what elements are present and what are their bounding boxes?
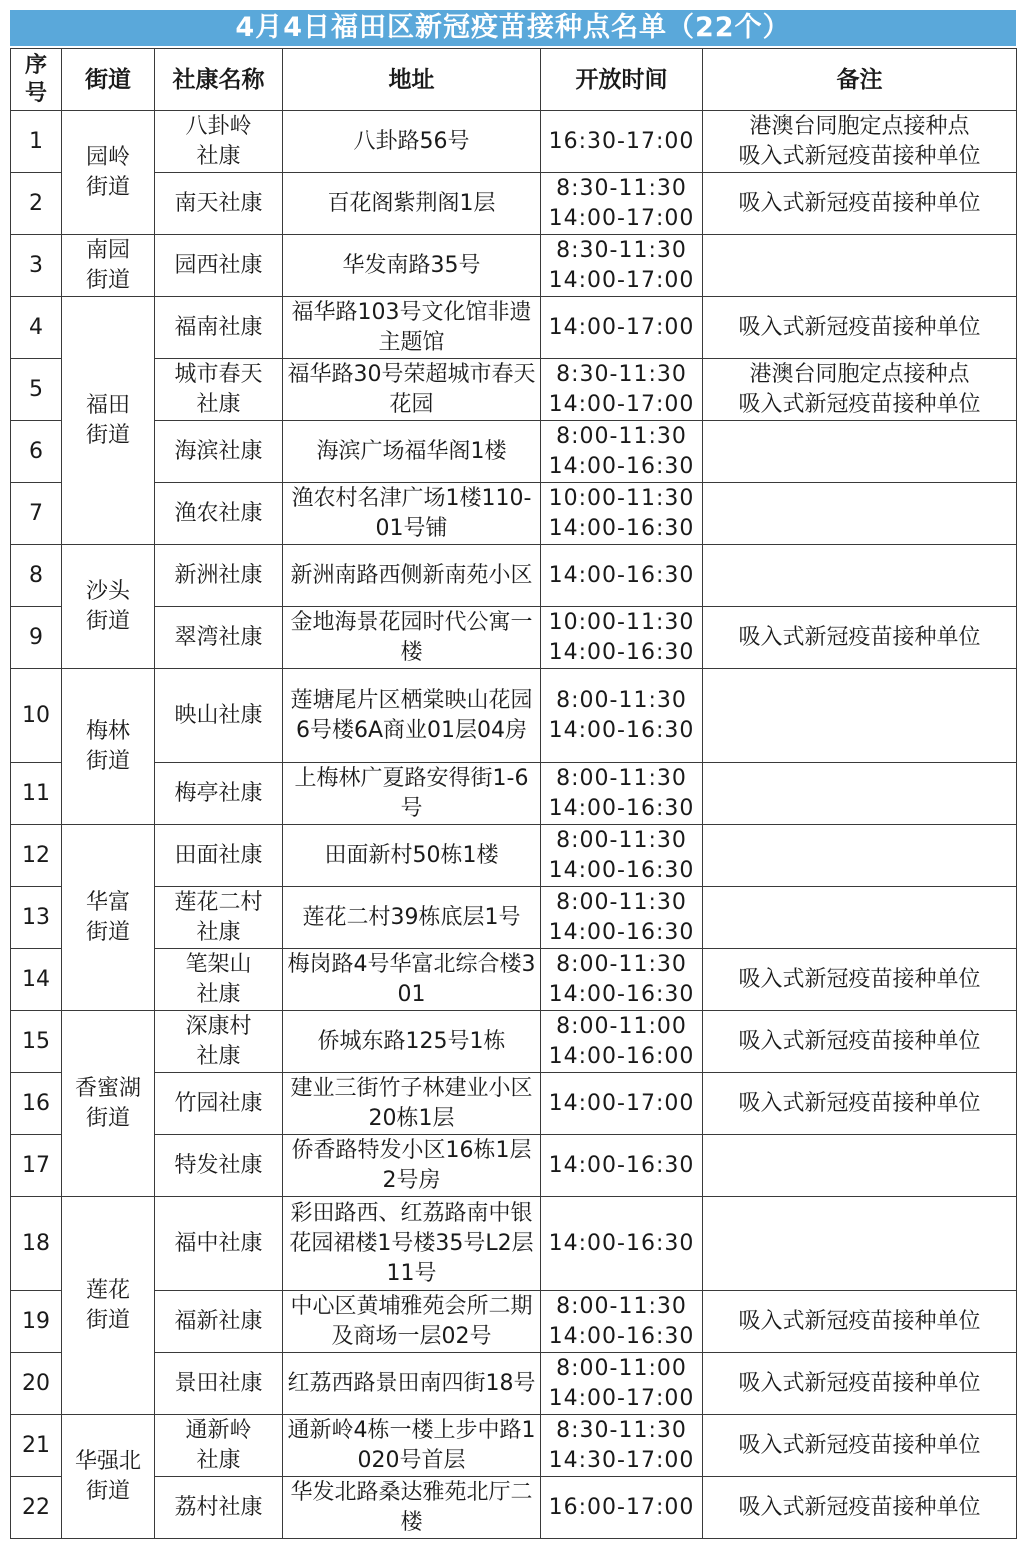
table-row [11,1415,1017,1477]
table-row [11,1073,1017,1135]
hours-line: 8:00-11:30 [556,827,687,853]
address-cell [283,1415,541,1477]
hours-cell [541,1073,703,1135]
address-cell [283,607,541,669]
hours-line: 14:00-17:00 [548,314,695,340]
clinic-cell [155,763,283,825]
clinic-name-line: 社康 [196,919,241,945]
note-cell [703,1477,1017,1539]
address-text: 渔农村名津广场1楼110-01号铺 [291,485,532,541]
clinic-name-line: 社康 [196,1447,241,1473]
address-text: 侨香路特发小区16栋1层2号房 [291,1137,532,1193]
clinic-cell [155,359,283,421]
clinic-name-line: 竹园社康 [174,1090,263,1116]
hours-cell [541,235,703,297]
note-cell [703,545,1017,607]
note-cell [703,1415,1017,1477]
clinic-name-line: 福新社康 [174,1308,263,1334]
street-name-line: 街道 [85,267,130,293]
table-row [11,173,1017,235]
address-text: 田面新村50栋1楼 [324,842,499,868]
seq-cell: 14 [11,949,62,1011]
vaccination-sites-table [10,48,1017,1539]
address-text: 莲花二村39栋底层1号 [302,904,521,930]
hours-line: 14:00-16:30 [548,562,695,588]
note-line: 吸入式新冠疫苗接种单位 [738,1090,981,1116]
header-address: 地址 [283,49,541,111]
address-cell [283,1197,541,1291]
hours-line: 14:00-16:30 [548,1230,695,1256]
clinic-name-line: 翠湾社康 [174,624,263,650]
hours-cell [541,545,703,607]
address-cell [283,173,541,235]
street-cell [62,1011,155,1197]
clinic-cell [155,887,283,949]
address-text: 梅岗路4号华富北综合楼301 [287,951,536,1007]
seq-cell: 2 [11,173,62,235]
table-row [11,483,1017,545]
street-cell [62,1197,155,1415]
street-name-line: 福田 [85,392,130,418]
address-text: 福华路103号文化馆非遗主题馆 [291,299,532,355]
seq-cell: 20 [11,1353,62,1415]
hours-line: 14:00-17:00 [548,205,695,231]
clinic-cell [155,825,283,887]
street-name-line: 街道 [85,1307,130,1333]
hours-cell [541,1353,703,1415]
note-cell [703,949,1017,1011]
table-row [11,825,1017,887]
seq-cell: 4 [11,297,62,359]
seq-cell: 15 [11,1011,62,1073]
note-cell [703,1197,1017,1291]
address-cell [283,297,541,359]
table-row [11,1353,1017,1415]
table-body [11,111,1017,1539]
clinic-cell [155,607,283,669]
street-name-line: 街道 [85,919,130,945]
hours-line: 8:00-11:30 [556,687,687,713]
note-cell [703,235,1017,297]
address-text: 海滨广场福华阁1楼 [316,438,507,464]
hours-line: 8:30-11:30 [556,237,687,263]
clinic-name-line: 社康 [196,143,241,169]
note-line: 吸入式新冠疫苗接种单位 [738,391,981,417]
address-text: 金地海景花园时代公寓一楼 [290,609,533,665]
hours-cell [541,1477,703,1539]
hours-line: 8:00-11:30 [556,765,687,791]
street-name-line: 街道 [85,608,130,634]
clinic-name-line: 特发社康 [174,1152,263,1178]
address-text: 侨城东路125号1栋 [317,1028,506,1054]
clinic-name-line: 莲花二村 [174,889,263,915]
hours-cell [541,887,703,949]
note-cell [703,297,1017,359]
street-name-line: 沙头 [85,578,130,604]
note-cell [703,669,1017,763]
clinic-name-line: 八卦岭 [185,113,252,139]
hours-cell [541,173,703,235]
street-cell [62,111,155,235]
street-name-line: 香蜜湖 [74,1075,141,1101]
address-text: 新洲南路西侧新南苑小区 [290,562,533,588]
address-cell [283,111,541,173]
street-name-line: 街道 [85,748,130,774]
note-cell [703,359,1017,421]
hours-line: 14:00-16:30 [548,981,695,1007]
hours-line: 8:00-11:00 [556,1355,687,1381]
note-line: 吸入式新冠疫苗接种单位 [738,966,981,992]
street-name-line: 街道 [85,1478,130,1504]
clinic-cell [155,949,283,1011]
hours-cell [541,359,703,421]
clinic-name-line: 福中社康 [174,1230,263,1256]
note-cell [703,1135,1017,1197]
table-row [11,297,1017,359]
street-name-line: 园岭 [85,144,130,170]
street-cell [62,545,155,669]
header-note: 备注 [703,49,1017,111]
header-clinic: 社康名称 [155,49,283,111]
table-row [11,1291,1017,1353]
note-line: 吸入式新冠疫苗接种单位 [738,143,981,169]
note-cell [703,1011,1017,1073]
address-cell [283,545,541,607]
address-cell [283,1477,541,1539]
address-cell [283,421,541,483]
header-seq [11,49,62,111]
address-cell [283,235,541,297]
seq-cell: 13 [11,887,62,949]
seq-cell: 3 [11,235,62,297]
table-row [11,421,1017,483]
hours-line: 14:00-16:30 [548,795,695,821]
hours-cell [541,297,703,359]
hours-line: 16:30-17:00 [548,128,695,154]
hours-cell [541,1011,703,1073]
hours-cell [541,825,703,887]
seq-cell: 11 [11,763,62,825]
hours-line: 14:00-16:30 [548,1323,695,1349]
street-name-line: 南园 [85,237,130,263]
hours-cell [541,421,703,483]
hours-line: 14:00-16:30 [548,919,695,945]
street-name-line: 华强北 [74,1448,141,1474]
seq-cell: 22 [11,1477,62,1539]
clinic-cell [155,1197,283,1291]
clinic-name-line: 社康 [196,391,241,417]
table-row [11,669,1017,763]
hours-line: 14:00-16:30 [548,717,695,743]
clinic-name-line: 社康 [196,981,241,1007]
address-text: 通新岭4栋一楼上步中路1020号首层 [287,1417,536,1473]
clinic-cell [155,1073,283,1135]
hours-line: 14:00-16:30 [548,857,695,883]
hours-line: 8:00-11:30 [556,951,687,977]
table-row [11,235,1017,297]
note-line: 吸入式新冠疫苗接种单位 [738,314,981,340]
address-text: 建业三街竹子林建业小区20栋1层 [290,1075,533,1131]
note-cell [703,763,1017,825]
clinic-name-line: 笔架山 [185,951,252,977]
hours-line: 8:00-11:30 [556,1293,687,1319]
seq-cell: 9 [11,607,62,669]
hours-line: 8:30-11:30 [556,1417,687,1443]
seq-cell: 5 [11,359,62,421]
hours-line: 16:00-17:00 [548,1494,695,1520]
hours-line: 8:00-11:30 [556,423,687,449]
hours-cell [541,1415,703,1477]
hours-line: 10:00-11:30 [548,609,695,635]
note-line: 吸入式新冠疫苗接种单位 [738,1432,981,1458]
street-name-line: 街道 [85,1105,130,1131]
clinic-cell [155,1011,283,1073]
address-cell [283,669,541,763]
hours-line: 14:00-16:30 [548,1152,695,1178]
clinic-name-line: 田面社康 [174,842,263,868]
address-text: 百花阁紫荆阁1层 [327,190,496,216]
hours-cell [541,111,703,173]
hours-cell [541,1135,703,1197]
table-row [11,949,1017,1011]
table-title: 4月4日福田区新冠疫苗接种点名单（22个） [10,10,1016,46]
address-text: 华发南路35号 [342,252,481,278]
address-cell [283,1353,541,1415]
hours-line: 14:00-17:00 [548,1385,695,1411]
clinic-name-line: 景田社康 [174,1370,263,1396]
street-name-line: 莲花 [85,1277,130,1303]
address-text: 彩田路西、红荔路南中银花园裙楼1号楼35号L2层11号 [289,1200,534,1286]
hours-line: 14:00-16:30 [548,515,695,541]
note-cell [703,1291,1017,1353]
header-street: 街道 [62,49,155,111]
clinic-cell [155,1477,283,1539]
clinic-name-line: 新洲社康 [174,562,263,588]
clinic-cell [155,235,283,297]
seq-cell: 19 [11,1291,62,1353]
table-row [11,1477,1017,1539]
address-text: 华发北路桑达雅苑北厅二楼 [290,1479,533,1535]
clinic-cell [155,483,283,545]
street-name-line: 街道 [85,174,130,200]
table-row [11,1197,1017,1291]
note-line: 港澳台同胞定点接种点 [749,113,970,139]
seq-cell: 10 [11,669,62,763]
address-text: 上梅林广夏路安得街1-6号 [294,765,529,821]
address-cell [283,887,541,949]
clinic-name-line: 社康 [196,1043,241,1069]
address-cell [283,1073,541,1135]
clinic-name-line: 园西社康 [174,252,263,278]
clinic-name-line: 南天社康 [174,190,263,216]
clinic-name-line: 梅亭社康 [174,780,263,806]
clinic-cell [155,1291,283,1353]
hours-line: 14:00-16:30 [548,453,695,479]
table-row [11,887,1017,949]
address-text: 福华路30号荣超城市春天花园 [287,361,536,417]
hours-line: 14:30-17:00 [548,1447,695,1473]
street-cell [62,1415,155,1539]
hours-cell [541,1291,703,1353]
street-cell [62,235,155,297]
table-row [11,607,1017,669]
clinic-name-line: 通新岭 [185,1417,252,1443]
street-cell [62,825,155,1011]
hours-cell [541,607,703,669]
clinic-name-line: 荔村社康 [174,1494,263,1520]
hours-cell [541,1197,703,1291]
note-line: 吸入式新冠疫苗接种单位 [738,1028,981,1054]
clinic-cell [155,1135,283,1197]
address-cell [283,483,541,545]
table-row [11,359,1017,421]
note-line: 吸入式新冠疫苗接种单位 [738,624,981,650]
address-cell [283,359,541,421]
address-cell [283,1011,541,1073]
clinic-name-line: 渔农社康 [174,500,263,526]
hours-line: 10:00-11:30 [548,485,695,511]
clinic-cell [155,669,283,763]
note-cell [703,607,1017,669]
hours-line: 8:00-11:30 [556,889,687,915]
header-row [11,49,1017,111]
hours-line: 8:30-11:30 [556,361,687,387]
note-cell [703,1073,1017,1135]
note-cell [703,173,1017,235]
table-row [11,1135,1017,1197]
clinic-cell [155,545,283,607]
header-hours: 开放时间 [541,49,703,111]
clinic-name-line: 映山社康 [174,702,263,728]
seq-cell: 12 [11,825,62,887]
address-cell [283,763,541,825]
note-cell [703,111,1017,173]
street-name-line: 街道 [85,422,130,448]
clinic-name-line: 深康村 [185,1013,252,1039]
address-text: 八卦路56号 [353,128,470,154]
address-text: 中心区黄埔雅苑会所二期及商场一层02号 [290,1293,533,1349]
hours-line: 14:00-17:00 [548,391,695,417]
seq-cell: 21 [11,1415,62,1477]
clinic-cell [155,111,283,173]
hours-cell [541,763,703,825]
clinic-cell [155,173,283,235]
address-cell [283,1135,541,1197]
table-row [11,545,1017,607]
clinic-name-line: 海滨社康 [174,438,263,464]
address-text: 红荔西路景田南四街18号 [287,1370,536,1396]
note-cell [703,887,1017,949]
seq-cell: 1 [11,111,62,173]
hours-line: 8:00-11:00 [556,1013,687,1039]
note-cell [703,421,1017,483]
address-cell [283,825,541,887]
clinic-name-line: 城市春天 [174,361,263,387]
hours-line: 8:30-11:30 [556,175,687,201]
seq-cell: 7 [11,483,62,545]
street-name-line: 华富 [85,889,130,915]
clinic-cell [155,297,283,359]
note-cell [703,1353,1017,1415]
note-line: 吸入式新冠疫苗接种单位 [738,1494,981,1520]
clinic-name-line: 福南社康 [174,314,263,340]
address-cell [283,1291,541,1353]
street-cell [62,297,155,545]
table-row [11,1011,1017,1073]
street-name-line: 梅林 [85,718,130,744]
address-cell [283,949,541,1011]
hours-line: 14:00-16:00 [548,1043,695,1069]
hours-cell [541,483,703,545]
hours-line: 14:00-17:00 [548,1090,695,1116]
hours-cell [541,669,703,763]
hours-line: 14:00-17:00 [548,267,695,293]
clinic-cell [155,1353,283,1415]
seq-cell: 16 [11,1073,62,1135]
note-line: 吸入式新冠疫苗接种单位 [738,1308,981,1334]
clinic-cell [155,1415,283,1477]
note-line: 港澳台同胞定点接种点 [749,361,970,387]
street-cell [62,669,155,825]
header-seq-label: 序号 [24,52,47,106]
seq-cell: 18 [11,1197,62,1291]
note-cell [703,825,1017,887]
seq-cell: 6 [11,421,62,483]
hours-cell [541,949,703,1011]
note-cell [703,483,1017,545]
table-row [11,763,1017,825]
table-row [11,111,1017,173]
clinic-cell [155,421,283,483]
note-line: 吸入式新冠疫苗接种单位 [738,1370,981,1396]
address-text: 莲塘尾片区栖棠映山花园6号楼6A商业01层04房 [290,687,533,743]
hours-line: 14:00-16:30 [548,639,695,665]
note-line: 吸入式新冠疫苗接种单位 [738,190,981,216]
seq-cell: 17 [11,1135,62,1197]
seq-cell: 8 [11,545,62,607]
